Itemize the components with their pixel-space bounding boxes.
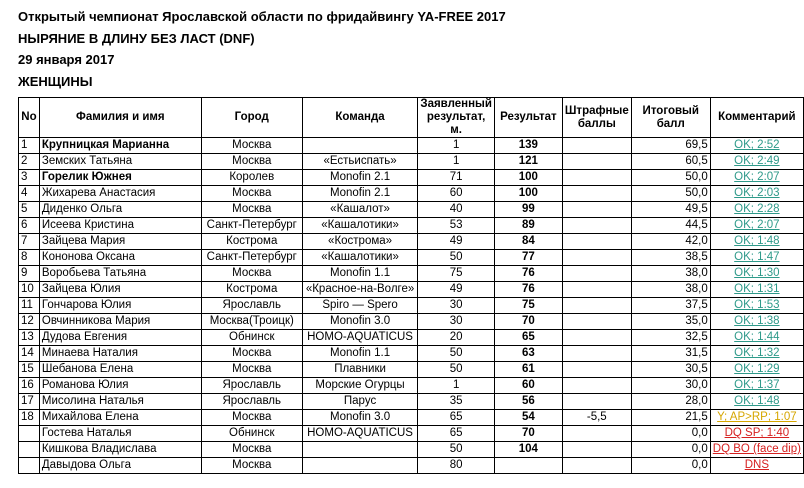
comment-link[interactable]: OK; 1:38 bbox=[734, 315, 780, 327]
cell-score: 49,5 bbox=[631, 202, 710, 218]
cell-comment bbox=[710, 362, 803, 378]
col-header-no: No bbox=[19, 98, 40, 138]
cell-penalty bbox=[562, 394, 631, 410]
cell-penalty bbox=[562, 154, 631, 170]
cell-result: 77 bbox=[494, 250, 562, 266]
cell-score: 50,0 bbox=[631, 186, 710, 202]
cell-comment bbox=[710, 346, 803, 362]
cell-declared: 60 bbox=[418, 186, 495, 202]
cell-name: Воробьева Татьяна bbox=[39, 266, 201, 282]
cell-declared: 40 bbox=[418, 202, 495, 218]
col-header-team: Команда bbox=[302, 98, 418, 138]
cell-penalty bbox=[562, 458, 631, 474]
col-header-penalty: Штрафные баллы bbox=[562, 98, 631, 138]
cell-declared: 20 bbox=[418, 330, 495, 346]
cell-score: 30,0 bbox=[631, 378, 710, 394]
cell-declared: 49 bbox=[418, 234, 495, 250]
cell-name: Дудова Евгения bbox=[39, 330, 201, 346]
cell-no: 1 bbox=[19, 138, 40, 154]
cell-score: 44,5 bbox=[631, 218, 710, 234]
cell-comment bbox=[710, 378, 803, 394]
col-header-comment: Комментарий bbox=[710, 98, 803, 138]
cell-result: 75 bbox=[494, 298, 562, 314]
cell-declared: 50 bbox=[418, 346, 495, 362]
cell-penalty bbox=[562, 330, 631, 346]
comment-link[interactable]: OK; 1:29 bbox=[734, 363, 780, 375]
cell-no: 6 bbox=[19, 218, 40, 234]
cell-comment bbox=[710, 218, 803, 234]
cell-name: Горелик Южнея bbox=[39, 170, 201, 186]
cell-penalty: -5,5 bbox=[562, 410, 631, 426]
table-row bbox=[19, 442, 804, 458]
cell-team bbox=[302, 458, 418, 474]
comment-link[interactable]: OK; 1:31 bbox=[734, 283, 780, 295]
cell-comment bbox=[710, 458, 803, 474]
cell-no: 18 bbox=[19, 410, 40, 426]
cell-city: Кострома bbox=[201, 234, 302, 250]
cell-name: Мисолина Наталья bbox=[39, 394, 201, 410]
cell-result: 84 bbox=[494, 234, 562, 250]
cell-city: Ярославль bbox=[201, 378, 302, 394]
cell-team: Monofin 2.1 bbox=[302, 170, 418, 186]
cell-no: 9 bbox=[19, 266, 40, 282]
cell-penalty bbox=[562, 282, 631, 298]
cell-no: 16 bbox=[19, 378, 40, 394]
cell-comment bbox=[710, 394, 803, 410]
cell-name: Гончарова Юлия bbox=[39, 298, 201, 314]
table-row bbox=[19, 282, 804, 298]
table-row bbox=[19, 186, 804, 202]
cell-team: «Кострома» bbox=[302, 234, 418, 250]
cell-score: 0,0 bbox=[631, 442, 710, 458]
cell-result: 76 bbox=[494, 282, 562, 298]
col-header-name: Фамилия и имя bbox=[39, 98, 201, 138]
cell-declared: 30 bbox=[418, 314, 495, 330]
results-table bbox=[18, 97, 804, 474]
cell-no: 3 bbox=[19, 170, 40, 186]
cell-comment bbox=[710, 234, 803, 250]
cell-result: 76 bbox=[494, 266, 562, 282]
cell-penalty bbox=[562, 170, 631, 186]
cell-team: «Кашалотики» bbox=[302, 250, 418, 266]
cell-result: 70 bbox=[494, 314, 562, 330]
cell-comment bbox=[710, 170, 803, 186]
cell-no: 7 bbox=[19, 234, 40, 250]
cell-no bbox=[19, 426, 40, 442]
cell-score: 38,5 bbox=[631, 250, 710, 266]
cell-team bbox=[302, 442, 418, 458]
comment-link[interactable]: OK; 1:48 bbox=[734, 395, 780, 407]
cell-result: 60 bbox=[494, 378, 562, 394]
cell-declared: 1 bbox=[418, 378, 495, 394]
cell-penalty bbox=[562, 186, 631, 202]
cell-result: 63 bbox=[494, 346, 562, 362]
cell-city: Кострома bbox=[201, 282, 302, 298]
cell-comment bbox=[710, 314, 803, 330]
cell-team: «Естьиспать» bbox=[302, 154, 418, 170]
cell-name: Шебанова Елена bbox=[39, 362, 201, 378]
table-row bbox=[19, 410, 804, 426]
table-row bbox=[19, 218, 804, 234]
table-row bbox=[19, 298, 804, 314]
cell-name: Земских Татьяна bbox=[39, 154, 201, 170]
cell-declared: 30 bbox=[418, 298, 495, 314]
cell-city: Москва bbox=[201, 442, 302, 458]
cell-declared: 50 bbox=[418, 362, 495, 378]
table-row bbox=[19, 362, 804, 378]
comment-link[interactable]: DQ SP; 1:40 bbox=[724, 427, 790, 439]
cell-no: 17 bbox=[19, 394, 40, 410]
table-row bbox=[19, 234, 804, 250]
comment-link[interactable]: OK; 1:47 bbox=[734, 251, 780, 263]
cell-penalty bbox=[562, 266, 631, 282]
cell-team bbox=[302, 138, 418, 154]
cell-team: «Кашалот» bbox=[302, 202, 418, 218]
cell-declared: 75 bbox=[418, 266, 495, 282]
cell-result: 65 bbox=[494, 330, 562, 346]
table-header-row bbox=[19, 98, 804, 138]
cell-city: Санкт-Петербург bbox=[201, 250, 302, 266]
cell-score: 50,0 bbox=[631, 170, 710, 186]
cell-city: Ярославль bbox=[201, 298, 302, 314]
cell-result bbox=[494, 458, 562, 474]
cell-declared: 49 bbox=[418, 282, 495, 298]
cell-no: 12 bbox=[19, 314, 40, 330]
cell-name: Михайлова Елена bbox=[39, 410, 201, 426]
cell-team: «Красное-на-Волге» bbox=[302, 282, 418, 298]
cell-comment bbox=[710, 410, 803, 426]
cell-no bbox=[19, 442, 40, 458]
cell-team: Парус bbox=[302, 394, 418, 410]
cell-city: Обнинск bbox=[201, 426, 302, 442]
cell-no: 4 bbox=[19, 186, 40, 202]
cell-name: Кишкова Владислава bbox=[39, 442, 201, 458]
cell-no: 11 bbox=[19, 298, 40, 314]
cell-city: Москва bbox=[201, 138, 302, 154]
cell-city: Москва bbox=[201, 154, 302, 170]
cell-result: 54 bbox=[494, 410, 562, 426]
table-row bbox=[19, 426, 804, 442]
comment-link[interactable]: OK; 2:49 bbox=[734, 155, 780, 167]
comment-link[interactable]: OK; 1:32 bbox=[734, 347, 780, 359]
comment-link[interactable]: Y; AP>RP; 1:07 bbox=[717, 411, 797, 423]
cell-city: Ярославль bbox=[201, 394, 302, 410]
cell-no: 2 bbox=[19, 154, 40, 170]
cell-comment bbox=[710, 202, 803, 218]
cell-penalty bbox=[562, 138, 631, 154]
comment-link[interactable]: OK; 2:03 bbox=[734, 187, 780, 199]
cell-penalty bbox=[562, 362, 631, 378]
cell-team: Monofin 2.1 bbox=[302, 186, 418, 202]
cell-name: Зайцева Юлия bbox=[39, 282, 201, 298]
cell-team: Spiro — Spero bbox=[302, 298, 418, 314]
cell-penalty bbox=[562, 426, 631, 442]
cell-no: 5 bbox=[19, 202, 40, 218]
comment-link[interactable]: DNS bbox=[744, 459, 769, 471]
col-header-declared: Заявленный результат, м. bbox=[418, 98, 495, 138]
cell-declared: 50 bbox=[418, 250, 495, 266]
cell-no: 8 bbox=[19, 250, 40, 266]
cell-result: 139 bbox=[494, 138, 562, 154]
cell-score: 37,5 bbox=[631, 298, 710, 314]
cell-name: Крупницкая Марианна bbox=[39, 138, 201, 154]
cell-name: Диденко Ольга bbox=[39, 202, 201, 218]
cell-penalty bbox=[562, 202, 631, 218]
comment-link[interactable]: OK; 1:30 bbox=[734, 267, 780, 279]
cell-city: Москва bbox=[201, 410, 302, 426]
cell-comment bbox=[710, 266, 803, 282]
cell-score: 0,0 bbox=[631, 426, 710, 442]
cell-city: Москва bbox=[201, 346, 302, 362]
cell-declared: 1 bbox=[418, 154, 495, 170]
cell-score: 38,0 bbox=[631, 282, 710, 298]
cell-no: 10 bbox=[19, 282, 40, 298]
cell-score: 60,5 bbox=[631, 154, 710, 170]
table-row bbox=[19, 378, 804, 394]
cell-score: 30,5 bbox=[631, 362, 710, 378]
cell-comment bbox=[710, 282, 803, 298]
cell-declared: 1 bbox=[418, 138, 495, 154]
comment-link[interactable]: OK; 1:48 bbox=[734, 235, 780, 247]
cell-penalty bbox=[562, 298, 631, 314]
table-row bbox=[19, 458, 804, 474]
cell-team: Monofin 1.1 bbox=[302, 346, 418, 362]
cell-comment bbox=[710, 138, 803, 154]
cell-comment bbox=[710, 442, 803, 458]
cell-team: HOMO-AQUATICUS bbox=[302, 330, 418, 346]
table-row bbox=[19, 266, 804, 282]
cell-penalty bbox=[562, 250, 631, 266]
title-category: ЖЕНЩИНЫ bbox=[18, 74, 93, 89]
cell-result: 121 bbox=[494, 154, 562, 170]
cell-declared: 50 bbox=[418, 442, 495, 458]
comment-link[interactable]: OK; 1:53 bbox=[734, 299, 780, 311]
table-row bbox=[19, 394, 804, 410]
cell-score: 42,0 bbox=[631, 234, 710, 250]
cell-name: Овчинникова Мария bbox=[39, 314, 201, 330]
cell-comment bbox=[710, 330, 803, 346]
cell-score: 69,5 bbox=[631, 138, 710, 154]
table-row bbox=[19, 346, 804, 362]
comment-link[interactable]: OK; 2:07 bbox=[734, 219, 780, 231]
table-row bbox=[19, 170, 804, 186]
cell-score: 38,0 bbox=[631, 266, 710, 282]
title-championship: Открытый чемпионат Ярославской области по фридайвингу YA-FREE 2017 bbox=[18, 9, 506, 24]
cell-team: Monofin 3.0 bbox=[302, 410, 418, 426]
cell-name: Романова Юлия bbox=[39, 378, 201, 394]
cell-declared: 35 bbox=[418, 394, 495, 410]
cell-no: 14 bbox=[19, 346, 40, 362]
cell-score: 21,5 bbox=[631, 410, 710, 426]
cell-team: Monofin 1.1 bbox=[302, 266, 418, 282]
cell-name: Зайцева Мария bbox=[39, 234, 201, 250]
cell-name: Исеева Кристина bbox=[39, 218, 201, 234]
cell-result: 61 bbox=[494, 362, 562, 378]
cell-penalty bbox=[562, 378, 631, 394]
cell-result: 70 bbox=[494, 426, 562, 442]
col-header-result: Результат bbox=[494, 98, 562, 138]
cell-city: Москва bbox=[201, 362, 302, 378]
cell-score: 31,5 bbox=[631, 346, 710, 362]
cell-score: 0,0 bbox=[631, 458, 710, 474]
cell-name: Гостева Наталья bbox=[39, 426, 201, 442]
cell-name: Давыдова Ольга bbox=[39, 458, 201, 474]
table-row bbox=[19, 330, 804, 346]
title-discipline: НЫРЯНИЕ В ДЛИНУ БЕЗ ЛАСТ (DNF) bbox=[18, 31, 255, 46]
cell-comment bbox=[710, 154, 803, 170]
cell-city: Москва bbox=[201, 186, 302, 202]
table-row bbox=[19, 138, 804, 154]
comment-link[interactable]: OK; 2:28 bbox=[734, 203, 780, 215]
comment-link[interactable]: OK; 1:44 bbox=[734, 331, 780, 343]
cell-comment bbox=[710, 426, 803, 442]
comment-link[interactable]: OK; 1:37 bbox=[734, 379, 780, 391]
cell-team: Морские Огурцы bbox=[302, 378, 418, 394]
cell-result: 99 bbox=[494, 202, 562, 218]
cell-name: Минаева Наталия bbox=[39, 346, 201, 362]
cell-comment bbox=[710, 250, 803, 266]
cell-city: Санкт-Петербург bbox=[201, 218, 302, 234]
cell-score: 28,0 bbox=[631, 394, 710, 410]
cell-city: Москва bbox=[201, 266, 302, 282]
cell-comment bbox=[710, 186, 803, 202]
table-row bbox=[19, 314, 804, 330]
table-row bbox=[19, 202, 804, 218]
comment-link[interactable]: OK; 2:07 bbox=[734, 171, 780, 183]
cell-declared: 65 bbox=[418, 410, 495, 426]
cell-city: Обнинск bbox=[201, 330, 302, 346]
cell-comment bbox=[710, 298, 803, 314]
cell-declared: 71 bbox=[418, 170, 495, 186]
cell-declared: 65 bbox=[418, 426, 495, 442]
title-date: 29 января 2017 bbox=[18, 52, 115, 67]
table-row bbox=[19, 154, 804, 170]
cell-result: 100 bbox=[494, 170, 562, 186]
comment-link[interactable]: DQ BO (face dip) bbox=[712, 443, 801, 455]
cell-result: 89 bbox=[494, 218, 562, 234]
cell-result: 56 bbox=[494, 394, 562, 410]
cell-name: Кононова Оксана bbox=[39, 250, 201, 266]
table-row bbox=[19, 250, 804, 266]
col-header-city: Город bbox=[201, 98, 302, 138]
cell-penalty bbox=[562, 346, 631, 362]
cell-city: Королев bbox=[201, 170, 302, 186]
cell-name: Жихарева Анастасия bbox=[39, 186, 201, 202]
cell-city: Москва(Троицк) bbox=[201, 314, 302, 330]
cell-penalty bbox=[562, 442, 631, 458]
cell-penalty bbox=[562, 234, 631, 250]
cell-score: 32,5 bbox=[631, 330, 710, 346]
cell-declared: 80 bbox=[418, 458, 495, 474]
cell-declared: 53 bbox=[418, 218, 495, 234]
cell-result: 104 bbox=[494, 442, 562, 458]
cell-city: Москва bbox=[201, 458, 302, 474]
cell-team: HOMO-AQUATICUS bbox=[302, 426, 418, 442]
comment-link[interactable]: OK; 2:52 bbox=[734, 139, 780, 151]
cell-team: Monofin 3.0 bbox=[302, 314, 418, 330]
cell-team: «Кашалотики» bbox=[302, 218, 418, 234]
cell-team: Плавники bbox=[302, 362, 418, 378]
cell-no: 15 bbox=[19, 362, 40, 378]
cell-penalty bbox=[562, 218, 631, 234]
cell-penalty bbox=[562, 314, 631, 330]
cell-no bbox=[19, 458, 40, 474]
cell-result: 100 bbox=[494, 186, 562, 202]
cell-no: 13 bbox=[19, 330, 40, 346]
cell-city: Москва bbox=[201, 202, 302, 218]
col-header-score: Итоговый балл bbox=[631, 98, 710, 138]
cell-score: 35,0 bbox=[631, 314, 710, 330]
